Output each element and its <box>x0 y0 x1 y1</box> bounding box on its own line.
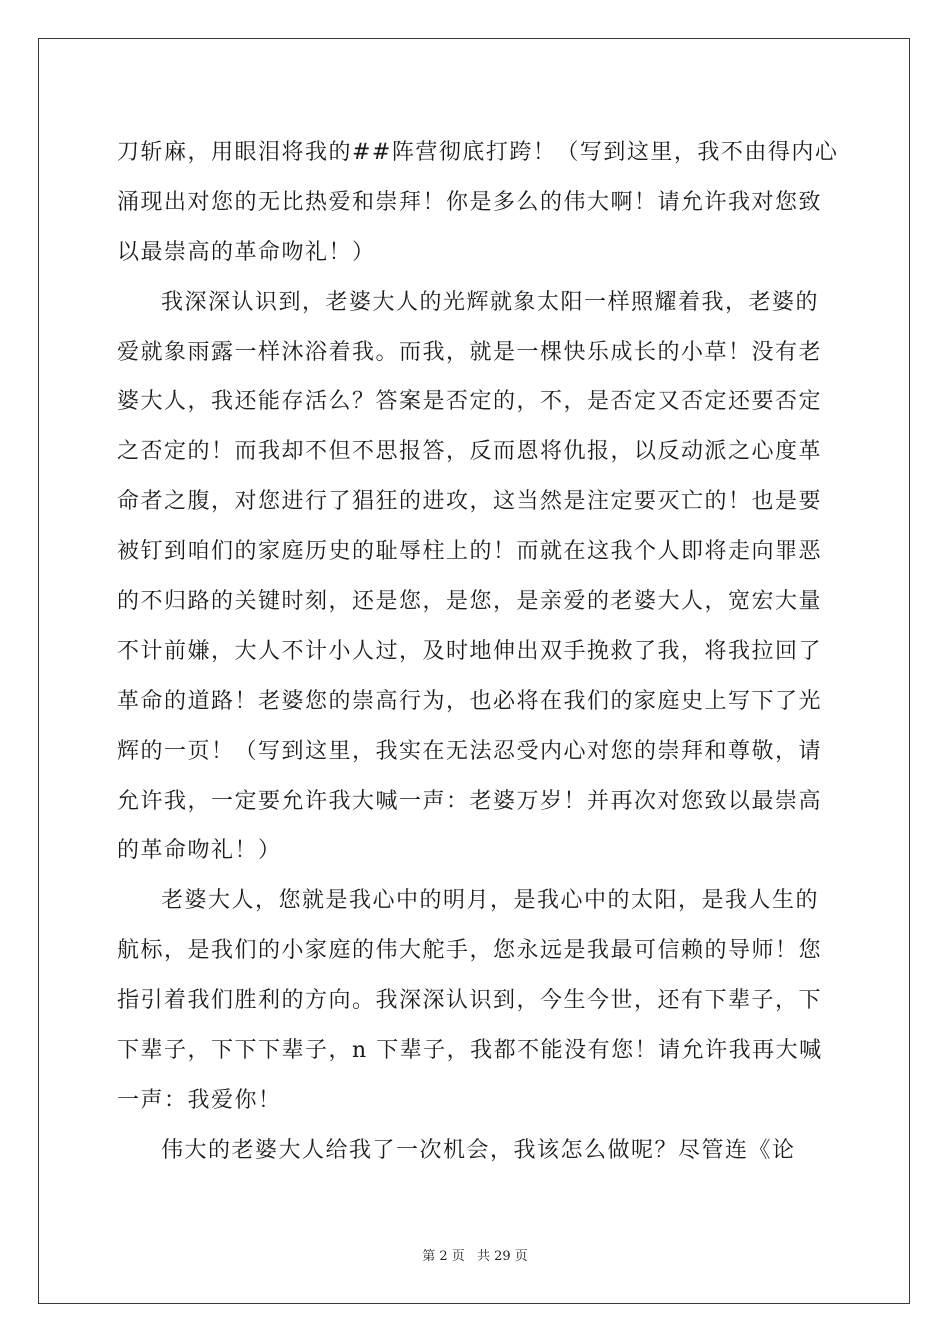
text-line: 命者之腹，对您进行了猖狂的进攻，这当然是注定要灭亡的！也是要 <box>117 489 823 515</box>
text-line: 允许我，一定要允许我大喊一声：老婆万岁！并再次对您致以最崇高 <box>117 788 823 814</box>
text-line: 爱就象雨露一样沐浴着我。而我，就是一棵快乐成长的小草！没有老 <box>117 339 823 365</box>
paragraph-first-line: 我深深认识到，老婆大人的光辉就象太阳一样照耀着我，老婆的 <box>161 289 820 315</box>
document-body <box>117 128 837 1176</box>
text-line: 之否定的！而我却不但不思报答，反而恩将仇报，以反动派之心度革 <box>117 439 823 465</box>
page-footer <box>0 1245 950 1264</box>
paragraph-first-line: 伟大的老婆大人给我了一次机会，我该怎么做呢？尽管连《论 <box>161 1137 796 1163</box>
text-line: 涌现出对您的无比热爱和崇拜！你是多么的伟大啊！请允许我对您致 <box>117 189 823 215</box>
page-total: 共 29 页 <box>476 1249 528 1264</box>
paragraph-first-line: 老婆大人，您就是我心中的明月，是我心中的太阳，是我人生的 <box>161 888 820 914</box>
text-line: 革命的道路！老婆您的崇高行为，也必将在我们的家庭史上写下了光 <box>117 688 823 714</box>
text-line: 刀斩麻，用眼泪将我的##阵营彻底打跨！（写到这里，我不由得内心 <box>117 140 839 165</box>
text-line: 辉的一页！（写到这里，我实在无法忍受内心对您的崇拜和尊敬，请 <box>117 738 823 764</box>
text-line: 不计前嫌，大人不计小人过，及时地伸出双手挽救了我，将我拉回了 <box>117 638 823 664</box>
text-line: 指引着我们胜利的方向。我深深认识到，今生今世，还有下辈子，下 <box>117 988 823 1014</box>
text-line: 航标，是我们的小家庭的伟大舵手，您永远是我最可信赖的导师！您 <box>117 938 823 964</box>
text-line: 以最崇高的革命吻礼！） <box>117 239 376 265</box>
page-number: 第 2 页 <box>422 1249 465 1264</box>
text-line: 婆大人，我还能存活么？答案是否定的，不，是否定又否定还要否定 <box>117 389 823 415</box>
text-line: 一声：我爱你！ <box>117 1087 282 1113</box>
text-line: 被钉到咱们的家庭历史的耻辱柱上的！而就在这我个人即将走向罪恶 <box>117 539 823 565</box>
text-line: 的不归路的关键时刻，还是您，是您，是亲爱的老婆大人，宽宏大量 <box>117 589 823 615</box>
text-line: 下辈子，下下下辈子，n 下辈子，我都不能没有您！请允许我再大喊 <box>117 1038 823 1064</box>
text-line: 的革命吻礼！） <box>117 838 282 864</box>
